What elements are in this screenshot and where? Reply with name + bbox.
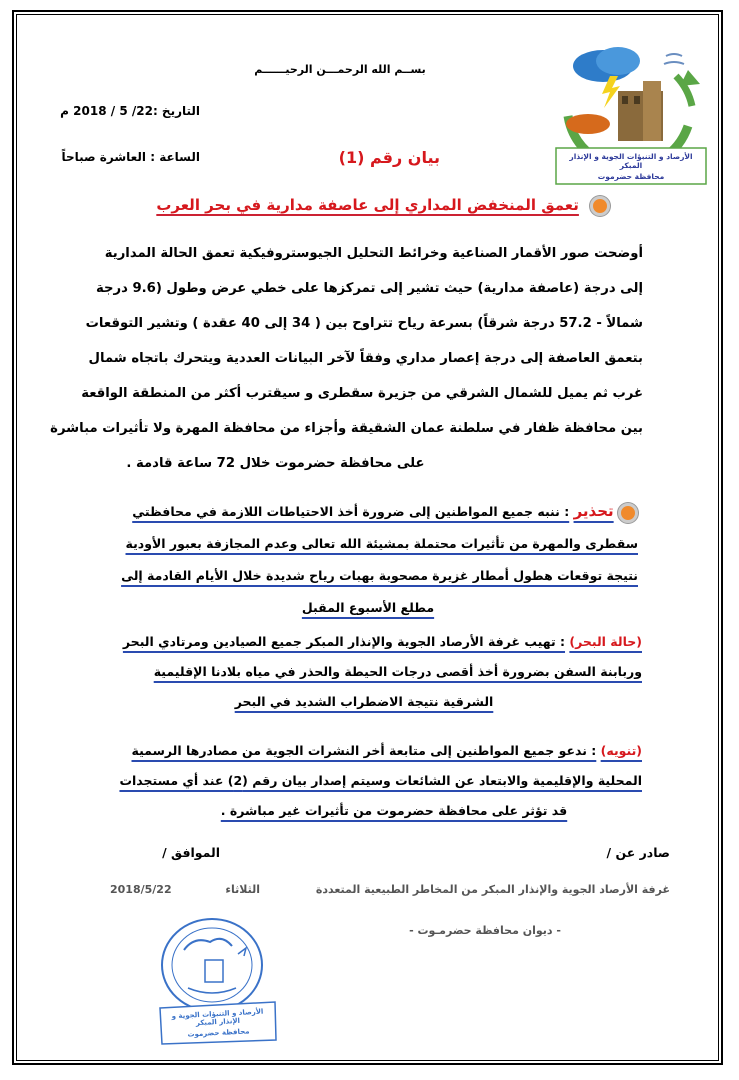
warning-label: تحذير [573, 502, 614, 520]
body-line: غرب ثم يميل للشمال الشرقي من جزيرة سقطرى و سيقترب أكثر من المنطقة الواقعة [81, 386, 643, 401]
day-name: الثلاثاء [225, 883, 260, 896]
body-paragraph [50, 236, 643, 481]
body-line: شمالاً - 57.2 درجة شرقاً) بسرعة رياح تتراوح بين ( 34 إلى 40 عقدة ) وتشير التوقعات [85, 316, 643, 331]
logo [548, 36, 712, 186]
body-line: أوضحت صور الأقمار الصناعية وخرائط التحليل الجيوستروفيكية تعمق الحالة المدارية [104, 246, 643, 261]
basmala: بســم الله الرحمـــن الرحيــــــم [254, 63, 426, 76]
date-line: التاريخ :22/ 5 / 2018 م [60, 104, 200, 118]
sea-label: (حالة البحر) [569, 634, 642, 649]
warning-line: سقطرى والمهرة من تأثيرات محتملة بمشيئة الله تعالى وعدم المجازفة بعبور الأودية [125, 536, 638, 551]
warning-line: نتيجة توقعات هطول أمطار غزيرة مصحوبة بهبات رياح شديدة خلال الأيام القادمة إلى [121, 568, 638, 583]
note-section [86, 736, 642, 826]
sea-section [86, 627, 642, 717]
bullet-icon [590, 196, 610, 216]
sea-line: الشرقية نتيجة الاضطراب الشديد في البحر [234, 694, 494, 709]
body-line: إلى درجة (عاصفة مدارية) حيث تشير إلى تمركزها على خطي عرض وطول (9.6 درجة [95, 281, 643, 296]
sea-line: : تهيب غرفة الأرصاد الجوية والإنذار المبكر جميع الصيادين ومرتادي البحر [122, 634, 566, 649]
body-line: بتعمق العاصفة إلى درجة إعصار مداري وفقاً لآخر البيانات العددية ويتحرك باتجاه شمال [88, 351, 643, 366]
statement-number: بيان رقم (1) [338, 148, 440, 167]
issuer-name: غرفة الأرصاد الجوية والإنذار المبكر من المخاطر الطبيعية المتعددة [315, 883, 670, 896]
body-line: على محافظة حضرموت خلال 72 ساعة قادمة . [126, 456, 425, 471]
warning-section [98, 495, 638, 624]
logo-caption-line2: محافظة حضرموت [597, 172, 665, 181]
stamp-line2: محافظة حضرموت [187, 1027, 250, 1039]
logo-caption-line1: الأرصاد و التنبؤات الجوية و الإنذار المبكر [569, 152, 693, 170]
headline: تعمق المنخفض المداري إلى عاصفة مدارية في بحر العرب [156, 196, 579, 214]
note-line: المحلية والإقليمية والابتعاد عن الشائعات وسيتم إصدار بيان رقم (2) عند أي مستجدات [119, 773, 642, 788]
warning-line: : ننبه جميع المواطنين إلى ضرورة أخذ الاحتياطات اللازمة في محافظتي [132, 504, 570, 519]
note-line: قد تؤثر على محافظة حضرموت من تأثيرات غير مباشرة . [220, 803, 568, 818]
time-line: الساعة : العاشرة صباحاً [61, 150, 200, 164]
sea-line: وربابنة السفن بضرورة أخذ أقصى درجات الحيطة والحذر في مياه بلادنا الإقليمية [153, 664, 642, 679]
bullet-icon [618, 503, 638, 523]
stamp-line1: الأرصاد و التنبؤات الجوية و الإنذار المبكر [171, 1007, 264, 1028]
body-line: بين محافظة ظفار في سلطنة عمان الشقيقة وأجزاء من محافظة المهرة ولا تأثيرات مباشرة [50, 421, 643, 436]
warning-line: مطلع الأسبوع المقبل [301, 600, 435, 615]
office-name: - ديوان محافظة حضرمـوت - [409, 924, 561, 937]
approved-label: الموافق / [162, 845, 220, 860]
headline-row [150, 195, 610, 216]
note-label: (تنويه) [600, 743, 642, 758]
day-date: 2018/5/22 [110, 883, 172, 896]
issued-by: صادر عن / [606, 845, 670, 860]
official-stamp [150, 910, 280, 1045]
note-line: : ندعو جميع المواطنين إلى متابعة أخر النشرات الجوية من مصادرها الرسمية [131, 743, 597, 758]
